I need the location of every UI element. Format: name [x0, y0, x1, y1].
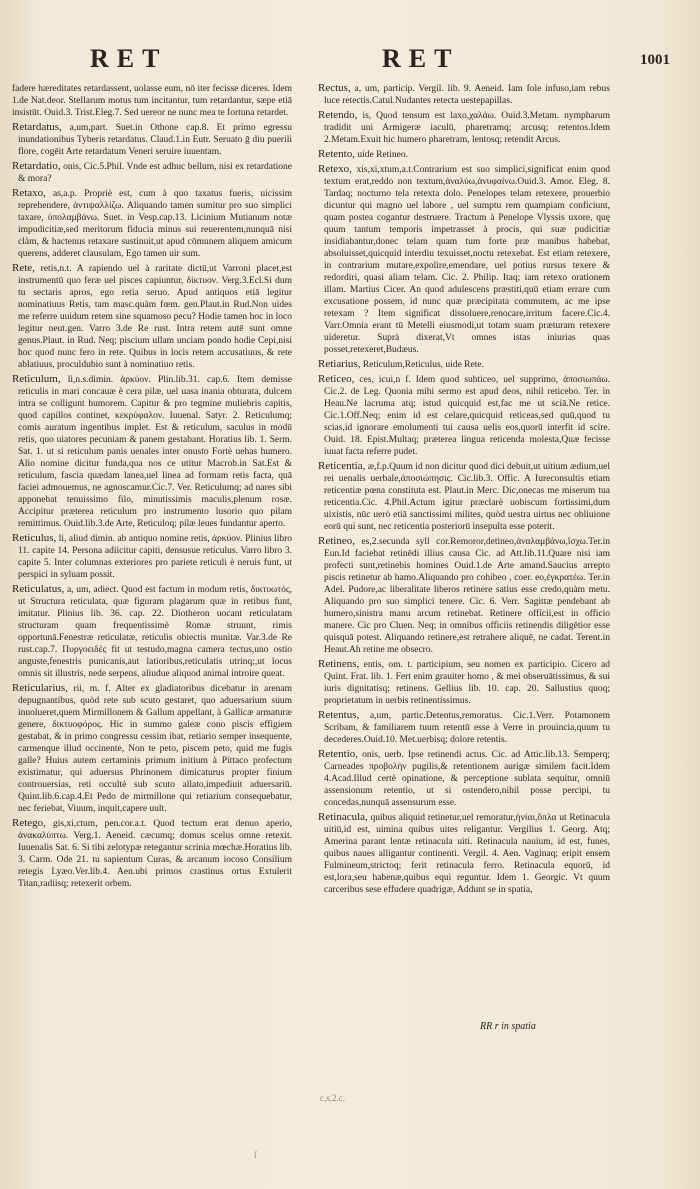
entry [318, 748, 610, 809]
entry-lemma: Retentio, [318, 748, 359, 760]
catchword: RR r in spatia [480, 1021, 536, 1032]
entry-text: retis,n.t. A rapiendo uel à raritate dictū,ut Varroni placet,est instrumentū quo feræ uel pisces capiuntur, δίκτυον. Verg.3.Ecl.Si dum tu sectaris apros, ego retia seruo. Apud antiquos etiā legitur nominatiuus Retis, tam masc.quàm fœm. gen.Plaut.in Rud.Non uides me referre uuidum retem sine squamoso pecu? Hodie tamen hoc in loco legitur neut.gen. Varro 3.de Re rust. Intra retem autē sunt omne genus.Plaut. in Rud. Neq; piscium ullam unciam pondo hodie Cepi,nisi hoc quod nunc fero in rete. Quibus in locis retem accusatiuus, & rete ablatiuus, proculdubio sunt à nominatiuo retis. [18, 264, 292, 370]
entry [318, 709, 610, 746]
entry-lemma: Retentus, [318, 709, 360, 721]
entry [318, 460, 610, 533]
entry [318, 658, 610, 707]
entry-text: fadere hæreditates retardassent, uolasse eum, nō iter fecisse diceres. Idem 1.de Nat.deor. Stellarum motus tum incitantur, tum retardantur, sæpe etiā insistūt. Ouid.3. Trist.Eleg.7. Sed uereor ne nunc mea te fortuna retardet. [12, 84, 292, 118]
entry-text: ces, icui,n f. Idem quod subticeo, uel supprimo, ἀποσιωπάω. Cic.2. de Leg. Quonia mihi sermo est apud deos, nihil reticebo. Ter. in Heau.Ne lacruma atq; istud quicquid est,fac me ut sciā.Ne retice. Cic.1.Off.Neq; enim id est celare,quicquid reticeas,sed quū,quod tu scias,id ignorare emolumenti tui causa uelis eos,quorū interfit id scire. Ouid. 18. Epist.Multaq; præterea lingua reticenda molesta,Quæ fecisse iuuat facta referre pudet. [324, 375, 610, 457]
entry [318, 109, 610, 146]
entry-lemma: Retardatio, [12, 160, 61, 172]
entry-lemma: Retexo, [318, 163, 352, 175]
entry-text: es,2.secunda syll cor.Remoror,detineo,ἀναλαμβάνω,ἴσχω.Ter.in Eun.Id faciebat retinēdi illius causa Cic. ad Att.lib.11.Quare nisi iam profecti sunt,retinebis homines Ouid.1.de Arte amand.Saucius arrepto piscis retinetur ab hamo.Aliquando pro cohibeo , coer. eo,ἐγκρατέω. Ter.in Adel. Pudore,ac liberalitate liberos retinere satius esse credo,quàm metu. Aliquando pro suo simplici tenere. Cic. 6. Verr. Sagittæ pendebant ab humero,sinistra manu arcum retinebat. Retinere officii,est in officio manere. Cic pro Cluen. Neq; in omnibus officiis retinendis diligētior esse quisquā potest. Aliquando retinere,est retrahere aliquē, ne cadat. Terent.in Heaut.Ah retine me obsecro. [324, 537, 610, 655]
entry [12, 583, 292, 680]
entry-text: rii, m. f. Alter ex gladiatoribus dicebatur in arenam depugnantibus, quòd rete sub scuto gestaret, quo aduersarium suum inuolueret,quem Mirmillonem & Gallum appellant, à Gallicæ armaturæ genere, δικτυοφόρος. Hic in summo galeæ cono piscis effigiem gestabat, & in primo congressu cessim ibat, retiario semper insequente, carmenque illud occinente, Non te peto, piscem peto, quid me fugis galle? Huius autem certaminis primum initium à Pittaco profectum existimatur, qui aduersus Phrinonem dimicaturus propter finium controuersias, reti occultè sub scuto allato,impediuit aduersariū. Quint.lib.6.cap.4.Et Pedo de mirmillone qui retiarium consequebatur, nec feriebat, Viuum, inquit,capere uult. [18, 684, 292, 814]
entry [318, 811, 610, 896]
entry-text: a, um, adiect. Quod est factum in modum retis, δικτυωτός, ut Structura reticulata, quæ figuram plagarum quæ in retibus funt, imitatur. Plinius lib. 36. cap. 22. Diotheron uocant reticulatam structuram quam frequentissimè Romæ struunt, rimis opportunā.Fenestræ reticulatæ, reticulis obiectis munitæ. Var.3.de Re rust.cap.7. Πυργοειδές fit ut testudo,magna camera tectus,uno ostio anguste,fenestris punicanis,aut latioribus,reticulatis utrinq;,ut locus omnis sit illustris, nede serpens, aliudue aliquod animal introire queat. [18, 585, 292, 679]
entry [12, 817, 292, 890]
entry-lemma: Reticulatus, [12, 583, 65, 595]
entry-lemma: Retineo, [318, 535, 355, 547]
entry-lemma: Reticulus, [12, 532, 57, 544]
entry [12, 373, 292, 530]
entry [318, 358, 610, 371]
entry-lemma: Retego, [12, 817, 46, 829]
stray-mark: c,s,2.c. [320, 1093, 345, 1103]
entry-text: li,n.s.dimin. ἀρκύον. Plin.lib.31. cap.6. Item demisse reticulis in mari concauæ è cera pilæ, uel uasa inania obturata, dulcem intra se colligunt humorem. Capitur & pro tegmine muliebris capitis, quod capillos continet, κεκρύφαλον. Iuuenal. Satyr. 2. Reticulumq; comis auratum ingentibus implet. Est & reticulum, saculus in modū retis, quo uiatores pecuniam & panem gestabant. Horatius lib. 1. Serm. Sat. 1. ut si reticulum panis uenales inter onusto Fortè uehas humero. Alio nomine dicitur funda,qua nos ce utitur Macrob.in Sat.Est & reticulum, fascia quædam lanea,uel linea ad formam retis facta, quā faciei admouemus, ne agnoscamur.Cic.7. Ver. Reticulumq; ad nares sibi apponebat tenuissimo filo, minutissimis maculis,plenum rosæ. Accipitur præterea reticulum pro instrumento lusorio quo pilam remittimus. Ouid.lib.3.de Arte, Reticuloq; pilæ leues fundantur aperto. [18, 375, 293, 529]
left-column [12, 82, 292, 892]
entry-text: a,um,part. Suet.in Othone cap.8. Et primo egressu inundationibus Tyberis retardatus. Claud.1.in Eutr. Seruato ḡ diu puerili flore, cogēit Arte retardatum Veneri seruire iuuentam. [18, 123, 292, 157]
entry [12, 160, 292, 185]
entry-lemma: Rete, [12, 262, 35, 274]
page-number: 1001 [640, 52, 670, 68]
entry-text: æ,f.p.Quum id non dicitur quod dici debuit,ut uitium ædium,uel rei uenalis uerbale,ἀποσιώπησις. Cic.lib.3. Offic. A Iureconsultis etiam reticentiæ pœna constituta est. Plaut.in Merc. Dic,onecas me miserum tua reticentia.Cic. 4.Phil.Actum igitur præclarè uobiscum fortissimi,dum uixistis, nūc uerò etiā sanctissimi milites, quòd uestra uirtus nec obliuione eorū qui sunt, nec reticentia posteriorū insepulta esse poterit. [324, 462, 611, 532]
entry-lemma: Rectus, [318, 82, 351, 94]
entry-text: gis,xi,ctum, pen.cor.a.t. Quod tectum erat denuo aperio, ἀνακαλύπτω. Verg.1. Aeneid. cæcumq; domus scelus omne retexit. Iuuenalis Sat. 6. Si tibi zelotypæ retegantur scrinia mœchæ.Horatius lib. 3. Carm. Ode 21. tu sapientum Curas, & arcanum iocoso Consilium retegis Lyæo.Ver.lib.4. Aen.ubi primos crastinus ortus Extulerit Titan,radiisq; retexerit orbem. [18, 819, 292, 889]
running-head-left: RET [90, 44, 168, 73]
entry [318, 163, 610, 356]
entry-text: uide Retineo. [357, 150, 408, 160]
entry-text: Reticulum,Reticulus, uide Rete. [362, 360, 484, 370]
entry [318, 373, 610, 458]
right-column [318, 82, 610, 898]
entry [12, 682, 292, 815]
entry [318, 148, 610, 161]
entry-text: li, aliud dimin. ab antiquo nomine retis, ἀρκύον. Plinius libro 11. capite 14. Persona adiicitur capiti, densusue reticulus. Varro libro 3. capite 5. Inter columnas exteriores pro pariete reticuli è neruis funt, ut perspici in syluam possit. [18, 534, 292, 580]
entry [12, 187, 292, 260]
entry-lemma: Reticularius, [12, 682, 68, 694]
stray-mark: ſ [254, 1150, 257, 1160]
entry-lemma: Retardatus, [12, 121, 62, 133]
entry [12, 262, 292, 371]
entry [318, 535, 610, 656]
entry-text: xis,xi,xtum,a.t.Contrarium est suo simplici,significat enim quod textum erat,reddo non textum,ἀναλύω,ἀνυφαίνω.Ouid.3. Amor. Eleg. 8. Tardaq; nocturno tela retexta dolo. Penelopes telam retexere, prouerbio dicuntur qui magno uel labore , uel sumptu rem quampiam conficiunt, quam postea cogantur destruere. Tractum à Penelope Vlyssis uxore, quę quum tantum temporis impetrasset à procis, qui suæ pudicitiæ insidiabantur,donec telam quam tum forte præ manibus habebat, absoluisset,quicquid interdiu texuisset,noctu retexebat. Est etiam retexere, in contrarium mutare,expolire,emendare, uel potius rursus texere & redordiri, quasi aliam telam. Cic. 2. Philip. Itaq; iam retexo orationem illam. Martius Cicer. An quod adulescens præstiti,quū etiam errare cum excusatione possem, id nunc quæ præcipitata commutem, ac me ipse retexam ? Item significat dissoluere,renocare,irritum facere.Cic.4. Varr.Omnia erant tū Metelli eiusmodi,ut totam suam præturam retexere uideretur. Suprà dixerat,Vt omnes istas iniurias quas posset,retexeret,Budæus. [324, 165, 610, 355]
entry-lemma: Retinens, [318, 658, 360, 670]
entry [12, 121, 292, 158]
entry-lemma: Reticulum, [12, 373, 61, 385]
entry [12, 82, 292, 119]
entry [12, 532, 292, 581]
entry-text: a, um, particip. Vergil. lib. 9. Aeneid. Iam fole infuso,iam rebus luce retectis.Catul.Nudantes retecta uestepapillas. [324, 84, 610, 106]
entry-text: onis, Cic.5.Phil. Vnde est adhuc bellum, nisi ex retardatione & mora? [18, 162, 293, 184]
entry-lemma: Retinacula, [318, 811, 368, 823]
running-head-right: RET [382, 44, 460, 73]
entry-text: entis, om. t. participium, seu nomen ex participio. Cicero ad Quint. Frat. lib. 1. Fert enim grauiter homo , & mei obseruātissimus, & sui iuris dignitatisq; retinens. Gellius lib. 10. cap. 20. Sallustius quoq; proprietatum in uerbis retinentissimus. [324, 660, 610, 706]
entry-text: as,a.p. Propriè est, cum à quo taxatus fueris, uicissim reprehendere, ἀντιψαλλίζω. Aliquando tamen sumitur pro suo simplici taxare, ὑπολαμβάνω. Suet. in Vesp.cap.13. Licinium Mutianum notæ impudicitiæ,sed meritorum fiducia minus sui reuerentem,nunquā nisi clàm, & hactenus retaxare sustinuit,ut apud cōmunem aliquem amicum querens, adderet clausulam, Ego tamen uir sum. [18, 189, 293, 259]
entry-lemma: Retendo, [318, 109, 358, 121]
entry-text: a,um, partic.Detentus,remoratus. Cic.1.Verr. Potamonem Scribam, & familiarem tuum retentū esse à Verre in prouincia,quum tu decederes.Ouid.10. Met.uerbisq; dolore retentis. [324, 711, 610, 745]
entry-lemma: Retento, [318, 148, 355, 160]
entry-lemma: Reticeo, [318, 373, 355, 385]
entry-text: onis, uerb. Ipse retinendi actus. Cic. ad Attic.lib.13. Semperq; Carneades προβολὴν pugilis,& retentionem aurigæ similem facit.Idem 4.Acad.Illud certè opinatione, & perceptione sublata sequitur, omniū assensionum retentio, ut si ostendero,nihil posse percipi, tu concedas,nunquā assensurum esse. [324, 750, 610, 808]
entry-lemma: Reticentia, [318, 460, 366, 472]
entry-lemma: Retiarius, [318, 358, 361, 370]
entry-lemma: Retaxo, [12, 187, 46, 199]
entry-text: quibus aliquid retinetur,uel remoratur,ἡνίαι,ὅπλα ut Retinacula uitiū,id est, uimina quibus uites religantur. Vergilius 1. Georg. Atq; Amerina parant lentæ retinacula uiti. Retinacula nauium, id est, funes, quibus naues alligantur continenti. Vergil. 4. Aen. Vaginaq; eripit ensem Fulmineum,strictoq; ferit retinacula ferro. Retinacula equorū, id est,lora,seu habenæ,quibus equi reguntur. Idem 1. Georgic. Vt quum carceribus sese effudere quadrigæ, Addunt se in spatia, [324, 813, 610, 895]
entry-text: is, Quod tensum est laxo,χαλάω. Ouid.3.Metam. nympharum tradidit uni Armigeræ iaculū, pharetramq; arcusq; retentos.Idem 2.Metam.Exuit hic humero pharetram, lentosq; retendit Arcus. [324, 111, 610, 145]
entry [318, 82, 610, 107]
